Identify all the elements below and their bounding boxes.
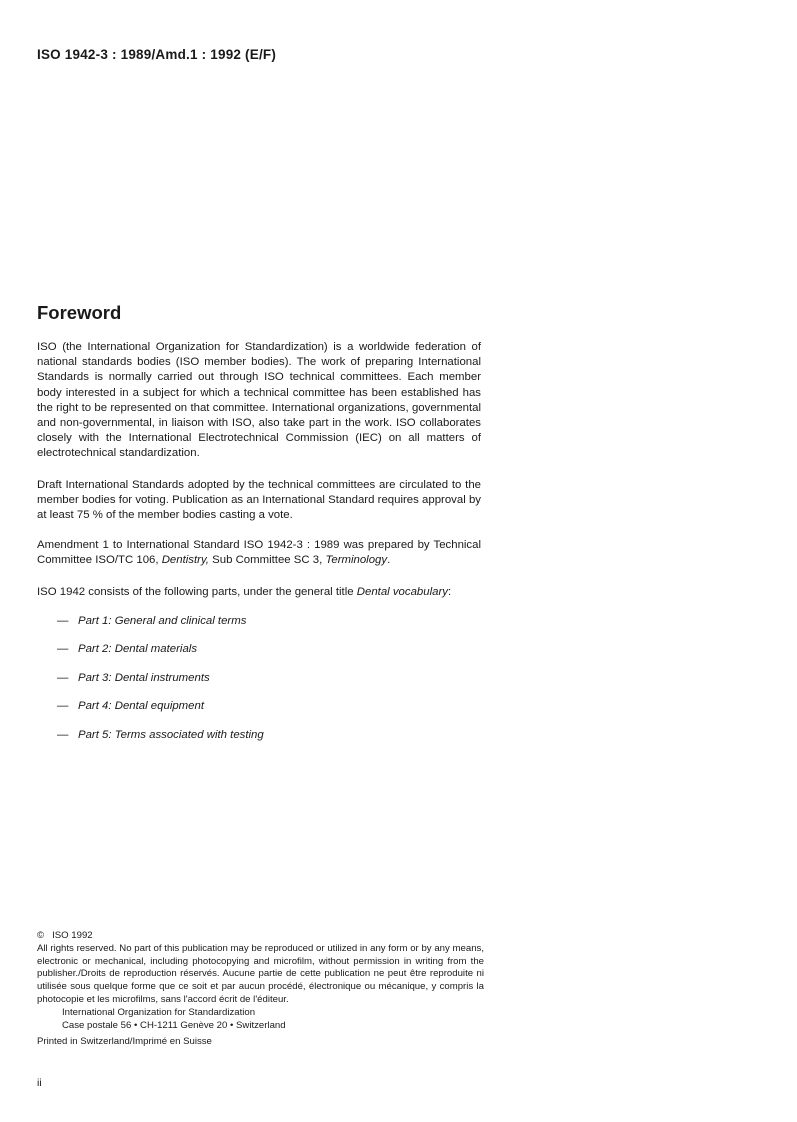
list-dash: — xyxy=(57,614,69,627)
parts-list xyxy=(37,614,481,757)
foreword-paragraph-4 xyxy=(37,585,481,600)
list-item xyxy=(37,614,481,643)
list-dash: — xyxy=(57,728,69,741)
list-dash: — xyxy=(57,671,69,684)
list-item xyxy=(37,728,481,757)
publisher-address: Case postale 56 • CH-1211 Genève 20 • Switzerland xyxy=(62,1019,286,1031)
printed-in: Printed in Switzerland/Imprimé en Suisse xyxy=(37,1036,212,1048)
part-label: Part 1: General and clinical terms xyxy=(78,614,247,627)
committee-name: Dentistry, xyxy=(161,554,209,567)
list-item xyxy=(37,671,481,700)
part-label: Part 3: Dental instruments xyxy=(78,671,210,684)
foreword-paragraph-3 xyxy=(37,538,481,568)
list-item xyxy=(37,642,481,671)
part-label: Part 2: Dental materials xyxy=(78,643,198,656)
copyright-line xyxy=(37,930,484,943)
foreword-paragraph-1: ISO (the International Organization for Standardization) is a worldwide federation of national standards bodies (ISO member bodies). The work of preparing International Standards is normally carried out through ISO technical committees. Each member body interested in a subject for which a technical committee has been established has the right to be represented on that committee. International organizations, governmental and non-governmental, in liaison with ISO, also take part in the work. ISO collaborates closely with the International Electrotechnical Commission (IEC) on all matters of electrotechnical standardization. xyxy=(37,341,481,460)
subcommittee-name: Terminology xyxy=(325,554,388,567)
rights-statement: All rights reserved. No part of this publication may be reproduced or utilized in any form or by any means, electronic or mechanical, including photocopying and microfilm, without permission in writing from the publisher./Droits de reproduction réservés. Aucune partie de cette publication ne peut être reproduite ni utilisée sous quelque forme que ce soit et par aucun procédé, électronique ou mécanique, y compris la photocopie et les microfilms, sans l'accord écrit de l'éditeur. xyxy=(37,942,484,1005)
copyright-year: ISO 1992 xyxy=(52,930,93,941)
para3-text-c: . xyxy=(387,554,391,567)
para3-text-b: Sub Committee SC 3, xyxy=(208,554,326,567)
page-title: Foreword xyxy=(37,302,122,323)
para4-text-a: ISO 1942 consists of the following parts, under the general title xyxy=(37,585,357,598)
para3-text-a: Amendment 1 to International Standard ISO 1942-3 : 1989 was prepared by Technical Committee ISO/TC 106, xyxy=(37,539,481,567)
list-dash: — xyxy=(57,700,69,713)
list-item xyxy=(37,699,481,728)
copyright-icon: © xyxy=(37,930,45,941)
document-designation: ISO 1942-3 : 1989/Amd.1 : 1992 (E/F) xyxy=(37,47,277,62)
foreword-body xyxy=(37,340,481,756)
part-label: Part 4: Dental equipment xyxy=(78,700,205,713)
copyright-notice xyxy=(37,930,484,1049)
para4-text-b: : xyxy=(447,585,452,598)
page-number: ii xyxy=(37,1077,42,1089)
part-label: Part 5: Terms associated with testing xyxy=(78,728,264,741)
publisher-name: International Organization for Standardization xyxy=(62,1006,256,1018)
general-title: Dental vocabulary xyxy=(356,585,448,598)
foreword-paragraph-2: Draft International Standards adopted by the technical committees are circulated to the member bodies for voting. Publication as an International Standard requires approval by at least 75 % of the member bodies casting a vote. xyxy=(37,478,481,522)
list-dash: — xyxy=(57,643,69,656)
